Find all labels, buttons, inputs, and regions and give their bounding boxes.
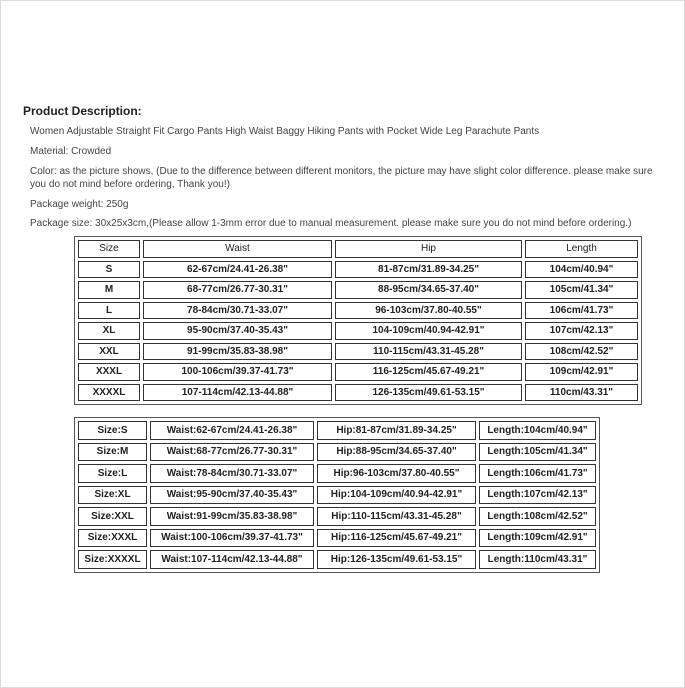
hip-cell: Hip:116-125cm/45.67-49.21" — [317, 529, 476, 548]
hip-cell: Hip:88-95cm/34.65-37.40" — [317, 443, 476, 462]
size-chart-row — [78, 343, 638, 361]
length-cell: 106cm/41.73" — [525, 302, 638, 320]
waist-cell: 78-84cm/30.71-33.07" — [143, 302, 332, 320]
header-waist: Waist — [143, 240, 332, 258]
product-title-line: Women Adjustable Straight Fit Cargo Pants High Waist Baggy Hiking Pants with Pocket Wide Leg Parachute Pants — [30, 126, 540, 137]
header-length: Length — [525, 240, 638, 258]
waist-cell: Waist:78-84cm/30.71-33.07" — [150, 464, 314, 483]
size-cell: Size:XXL — [78, 507, 147, 526]
color-line-1: Color: as the picture shows, (Due to the difference between different monitors, the picture may have slight color difference. please make sure — [30, 166, 653, 177]
waist-cell: 95-90cm/37.40-35.43" — [143, 322, 332, 340]
size-chart-row — [78, 322, 638, 340]
size-cell: Size:XL — [78, 486, 147, 505]
length-cell: Length:108cm/42.52" — [479, 507, 596, 526]
size-detail-row — [78, 486, 596, 505]
length-cell: Length:110cm/43.31" — [479, 550, 596, 569]
length-cell: Length:104cm/40.94" — [479, 421, 596, 440]
waist-cell: Waist:91-99cm/35.83-38.98" — [150, 507, 314, 526]
hip-cell: 126-135cm/49.61-53.15" — [335, 384, 522, 402]
waist-cell: 107-114cm/42.13-44.88" — [143, 384, 332, 402]
size-detail-row — [78, 421, 596, 440]
size-chart-header-row — [78, 240, 638, 258]
waist-cell: 62-67cm/24.41-26.38" — [143, 261, 332, 279]
material-line: Material: Crowded — [30, 146, 112, 157]
length-cell: 110cm/43.31" — [525, 384, 638, 402]
hip-cell: Hip:81-87cm/31.89-34.25" — [317, 421, 476, 440]
size-detail-row — [78, 464, 596, 483]
hip-cell: 88-95cm/34.65-37.40" — [335, 281, 522, 299]
size-chart-row — [78, 302, 638, 320]
size-detail-row — [78, 443, 596, 462]
product-description-heading: Product Description: — [23, 104, 142, 118]
size-cell: Size:XXXL — [78, 529, 147, 548]
package-size-line: Package size: 30x25x3cm,(Please allow 1-3mm error due to manual measurement. please make sure you do not mind before ordering.) — [30, 218, 632, 229]
hip-cell: 96-103cm/37.80-40.55" — [335, 302, 522, 320]
size-detail-row — [78, 529, 596, 548]
length-cell: 109cm/42.91" — [525, 363, 638, 381]
length-cell: Length:109cm/42.91" — [479, 529, 596, 548]
size-detail-row — [78, 507, 596, 526]
length-cell: 105cm/41.34" — [525, 281, 638, 299]
length-cell: 108cm/42.52" — [525, 343, 638, 361]
size-chart-row — [78, 281, 638, 299]
length-cell: Length:107cm/42.13" — [479, 486, 596, 505]
size-cell: XXXL — [78, 363, 140, 381]
package-weight-line: Package weight: 250g — [30, 199, 129, 210]
color-line-2: you do not mind before ordering, Thank you!) — [30, 179, 230, 190]
header-size: Size — [78, 240, 140, 258]
size-cell: Size:S — [78, 421, 147, 440]
size-cell: XXXXL — [78, 384, 140, 402]
size-cell: M — [78, 281, 140, 299]
size-cell: XXL — [78, 343, 140, 361]
size-detail-row — [78, 550, 596, 569]
length-cell: 104cm/40.94" — [525, 261, 638, 279]
waist-cell: Waist:68-77cm/26.77-30.31" — [150, 443, 314, 462]
length-cell: Length:106cm/41.73" — [479, 464, 596, 483]
size-chart-table — [74, 236, 642, 405]
size-cell: L — [78, 302, 140, 320]
waist-cell: 91-99cm/35.83-38.98" — [143, 343, 332, 361]
hip-cell: Hip:104-109cm/40.94-42.91" — [317, 486, 476, 505]
header-hip: Hip — [335, 240, 522, 258]
hip-cell: Hip:96-103cm/37.80-40.55" — [317, 464, 476, 483]
waist-cell: Waist:62-67cm/24.41-26.38" — [150, 421, 314, 440]
size-chart-row — [78, 261, 638, 279]
waist-cell: Waist:107-114cm/42.13-44.88" — [150, 550, 314, 569]
size-chart-row — [78, 384, 638, 402]
size-cell: S — [78, 261, 140, 279]
waist-cell: 100-106cm/39.37-41.73" — [143, 363, 332, 381]
waist-cell: 68-77cm/26.77-30.31" — [143, 281, 332, 299]
hip-cell: 116-125cm/45.67-49.21" — [335, 363, 522, 381]
size-chart-row — [78, 363, 638, 381]
size-detail-table — [74, 417, 600, 573]
hip-cell: Hip:110-115cm/43.31-45.28" — [317, 507, 476, 526]
size-cell: Size:L — [78, 464, 147, 483]
hip-cell: Hip:126-135cm/49.61-53.15" — [317, 550, 476, 569]
hip-cell: 104-109cm/40.94-42.91" — [335, 322, 522, 340]
size-cell: Size:M — [78, 443, 147, 462]
size-cell: XL — [78, 322, 140, 340]
hip-cell: 110-115cm/43.31-45.28" — [335, 343, 522, 361]
size-cell: Size:XXXXL — [78, 550, 147, 569]
length-cell: 107cm/42.13" — [525, 322, 638, 340]
waist-cell: Waist:95-90cm/37.40-35.43" — [150, 486, 314, 505]
waist-cell: Waist:100-106cm/39.37-41.73" — [150, 529, 314, 548]
length-cell: Length:105cm/41.34" — [479, 443, 596, 462]
hip-cell: 81-87cm/31.89-34.25" — [335, 261, 522, 279]
